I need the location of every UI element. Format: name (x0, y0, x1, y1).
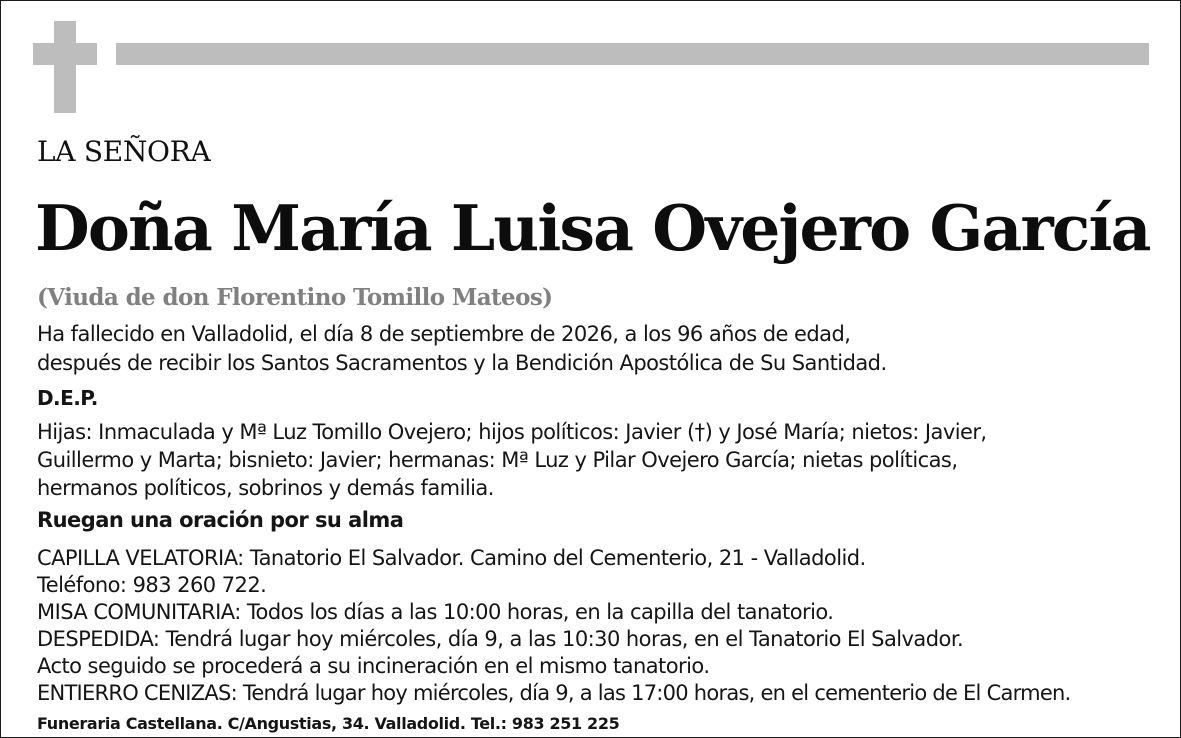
cross-icon (54, 21, 76, 113)
details-line: ENTIERRO CENIZAS: Tendrá lugar hoy miércoles, día 9, a las 17:00 horas, en el cementerio de El Carmen. (37, 681, 1071, 705)
funeral-home-footer: Funeraria Castellana. C/Angustias, 34. Valladolid. Tel.: 983 251 225 (37, 714, 620, 733)
details-line: Teléfono: 983 260 722. (37, 573, 267, 597)
details-line: MISA COMUNITARIA: Todos los días a las 10:00 horas, en la capilla del tanatorio. (37, 600, 834, 624)
deceased-name: Doña María Luisa Ovejero García (35, 191, 1150, 265)
details-line: Acto seguido se procederá a su incineración en el mismo tanatorio. (37, 654, 710, 678)
details-line: CAPILLA VELATORIA: Tanatorio El Salvador. Camino del Cementerio, 21 - Valladolid. (37, 546, 866, 570)
cross-icon-arm (33, 43, 97, 65)
rip-label: D.E.P. (37, 386, 98, 410)
death-line: Ha fallecido en Valladolid, el día 8 de septiembre de 2026, a los 96 años de edad, (37, 322, 851, 346)
header-bar (116, 43, 1149, 65)
death-line: después de recibir los Santos Sacramentos y la Bendición Apostólica de Su Santidad. (37, 351, 887, 375)
title-label: LA SEÑORA (37, 135, 211, 168)
family-line: Hijas: Inmaculada y Mª Luz Tomillo Ovejero; hijos políticos: Javier (†) y José María; nietos: Javier, (37, 420, 987, 444)
details-line: DESPEDIDA: Tendrá lugar hoy miércoles, día 9, a las 10:30 horas, en el Tanatorio El Salvador. (37, 627, 964, 651)
family-line: hermanos políticos, sobrinos y demás familia. (37, 476, 494, 500)
family-line: Guillermo y Marta; bisnieto: Javier; hermanas: Mª Luz y Pilar Ovejero García; nietas políticas, (37, 448, 958, 472)
widow-subtitle: (Viuda de don Florentino Tomillo Mateos) (37, 284, 553, 311)
prayer-line: Ruegan una oración por su alma (37, 508, 404, 532)
